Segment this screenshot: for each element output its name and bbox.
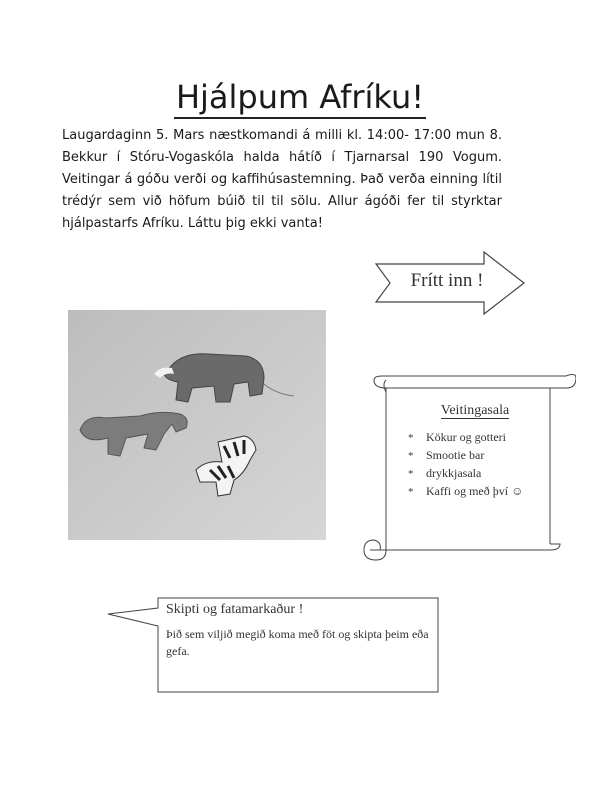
market-callout xyxy=(104,596,444,696)
intro-paragraph: Laugardaginn 5. Mars næstkomandi á milli kl. 14:00- 17:00 mun 8. Bekkur í Stóru-Vogaskóla halda hátíð í Tjarnarsal 190 Vogum. Veitingar á góðu verði og kaffihúsastemning. Það verða einning lítil trédýr sem við höfum búið til til sölu. Allur ágóði fer til styrktar hjálpastarfs Afríku. Láttu þig ekki vanta! xyxy=(62,128,502,231)
free-entry-label: Frítt inn ! xyxy=(410,270,484,291)
list-item-text: drykkjasala xyxy=(426,466,482,480)
refreshments-title xyxy=(390,403,560,419)
list-item xyxy=(408,465,523,483)
free-entry-arrow xyxy=(372,250,528,316)
bullet-icon: * xyxy=(408,468,414,480)
page-title-text: Hjálpum Afríku! xyxy=(174,78,426,119)
photo-image xyxy=(68,310,326,540)
bullet-icon: * xyxy=(408,486,414,498)
refreshments-list xyxy=(408,429,523,501)
list-item-text: Kökur og gotteri xyxy=(426,430,506,444)
list-item xyxy=(408,447,523,465)
refreshments-scroll xyxy=(360,374,576,562)
market-title: Skipti og fatamarkaður ! xyxy=(166,602,304,617)
refreshments-title-text: Veitingasala xyxy=(440,403,510,418)
bullet-icon: * xyxy=(408,432,414,444)
bullet-icon: * xyxy=(408,450,414,462)
wooden-animals-photo xyxy=(68,310,326,540)
page-title xyxy=(0,78,600,116)
list-item xyxy=(408,429,523,447)
list-item-text: Kaffi og með því ☺ xyxy=(426,484,524,498)
market-body: Þið sem viljið megið koma með föt og skipta þeim eða gefa. xyxy=(166,627,429,658)
list-item-text: Smootie bar xyxy=(426,448,485,462)
list-item xyxy=(408,483,523,501)
